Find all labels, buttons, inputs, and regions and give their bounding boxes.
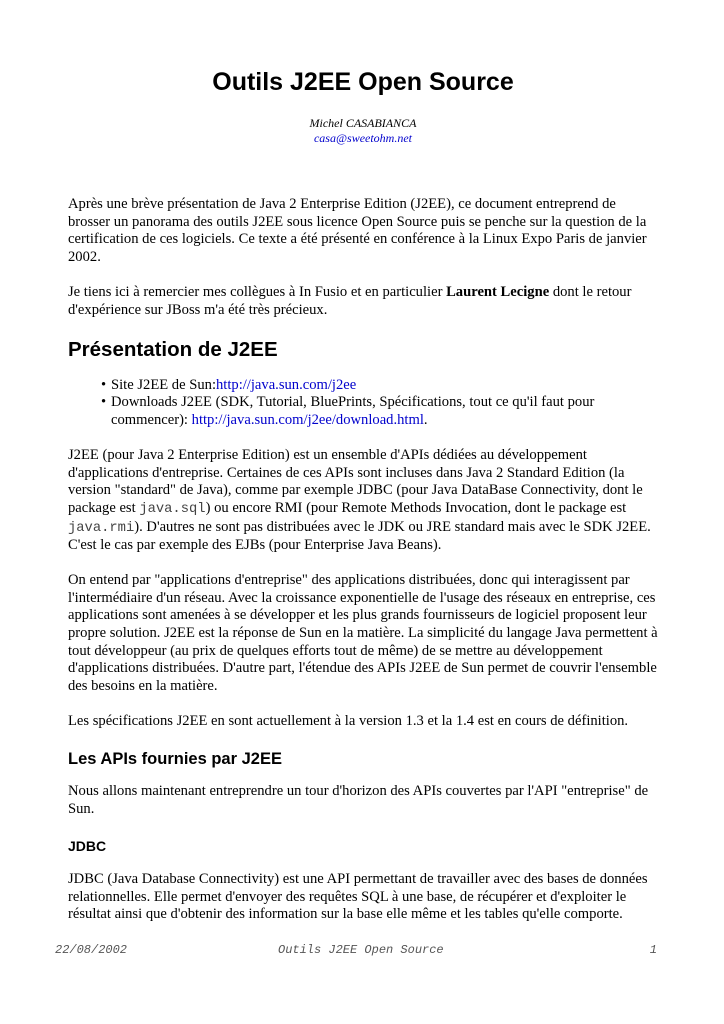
- code-java-sql: java.sql: [139, 501, 206, 517]
- footer-date: 22/08/2002: [55, 943, 128, 957]
- author-block: [68, 116, 658, 146]
- footer-page-number: 1: [649, 943, 657, 957]
- subsection-heading-jdbc: JDBC: [68, 838, 107, 854]
- document-body: [68, 196, 658, 941]
- list-item-text: Site J2EE de Sun:: [111, 376, 216, 393]
- section-heading-apis: Les APIs fournies par J2EE: [68, 750, 282, 769]
- list-item: [102, 394, 658, 429]
- paragraph-text: J2EE (pour Java 2 Enterprise Edition) est un ensemble d'APIs dédiées au développement d'applications d'entreprise. Certaines de ces APIs sont incluses dans Java 2 Standard Edition (la version "standard" de Java), comme par exemple JDBC (pour Java DataBase Connectivity, dont le package est: [68, 447, 643, 516]
- apis-intro-paragraph: Nous allons maintenant entreprendre un tour d'horizon des APIs couvertes par l'API "entreprise" de Sun.: [68, 783, 649, 817]
- bullet-icon: •: [101, 394, 107, 411]
- j2ee-site-link[interactable]: http://java.sun.com/j2ee: [216, 376, 357, 393]
- author-email-link[interactable]: casa@sweetohm.net: [313, 131, 413, 145]
- spec-version-paragraph: Les spécifications J2EE en sont actuellement à la version 1.3 et la 1.4 est en cours de définition.: [68, 713, 629, 730]
- page-footer: [55, 943, 657, 959]
- footer-title: Outils J2EE Open Source: [278, 943, 444, 957]
- list-item: [102, 377, 658, 395]
- paragraph-text: ). D'autres ne sont pas distribuées avec le JDK ou JRE standard mais avec le SDK J2EE. C'est le cas par exemple des EJBs (pour Enterprise Java Beans).: [68, 518, 651, 554]
- author-name: Michel CASABIANCA: [309, 116, 417, 130]
- list-item-text: Downloads J2EE (SDK, Tutorial, BluePrints, Spécifications, tout ce qu'il faut pour commencer):: [111, 394, 595, 428]
- link-list: [68, 377, 658, 430]
- paragraph-text: ) ou encore RMI (pour Remote Methods Invocation, dont le package est: [205, 499, 627, 516]
- section-heading-presentation: Présentation de J2EE: [68, 337, 278, 361]
- bullet-icon: •: [101, 376, 107, 393]
- j2ee-definition-paragraph: [68, 447, 658, 555]
- thanks-paragraph: [68, 284, 658, 319]
- thanks-text-end: dont le retour d'expérience sur JBoss m'a été très précieux.: [68, 283, 632, 318]
- jdbc-paragraph: JDBC (Java Database Connectivity) est une API permettant de travailler avec des bases de données relationnelles. Elle permet d'envoyer des requêtes SQL à une base, de récupérer et d'exploiter le résultat ainsi que d'obtenir des information sur la base elle même et les tables qu'elle comporte.: [68, 871, 648, 923]
- intro-paragraph: Après une brève présentation de Java 2 Enterprise Edition (J2EE), ce document entreprend de brosser un panorama des outils J2EE sous licence Open Source puis se penche sur la question de la certification de ces logiciels. Ce texte a été présenté en conférence à la Linux Expo Paris de janvier 2002.: [68, 196, 647, 265]
- list-item-suffix: .: [423, 411, 428, 428]
- document-title: Outils J2EE Open Source: [212, 68, 514, 96]
- thanks-name: Laurent Lecigne: [446, 283, 550, 300]
- enterprise-apps-paragraph: On entend par "applications d'entreprise" des applications distribuées, donc qui interagissent par l'intermédiaire d'un réseau. Avec la croissance exponentielle de l'usage des réseaux en entreprise, ces applications sont amenées à se développer et les plus grands fournisseurs de logiciel proposent leur propre solution. J2EE est la réponse de Sun en la matière. La simplicité du langage Java permettent à tout développeur (au prix de quelques efforts tout de même) de se mettre au développement d'applications distribuées. D'autre part, l'étendue des APIs J2EE de Sun permet de couvrir l'ensemble des besoins en la matière.: [68, 572, 658, 694]
- thanks-text-start: Je tiens ici à remercier mes collègues à In Fusio et en particulier: [68, 283, 447, 300]
- code-java-rmi: java.rmi: [68, 520, 135, 536]
- j2ee-download-link[interactable]: http://java.sun.com/j2ee/download.html: [191, 411, 424, 428]
